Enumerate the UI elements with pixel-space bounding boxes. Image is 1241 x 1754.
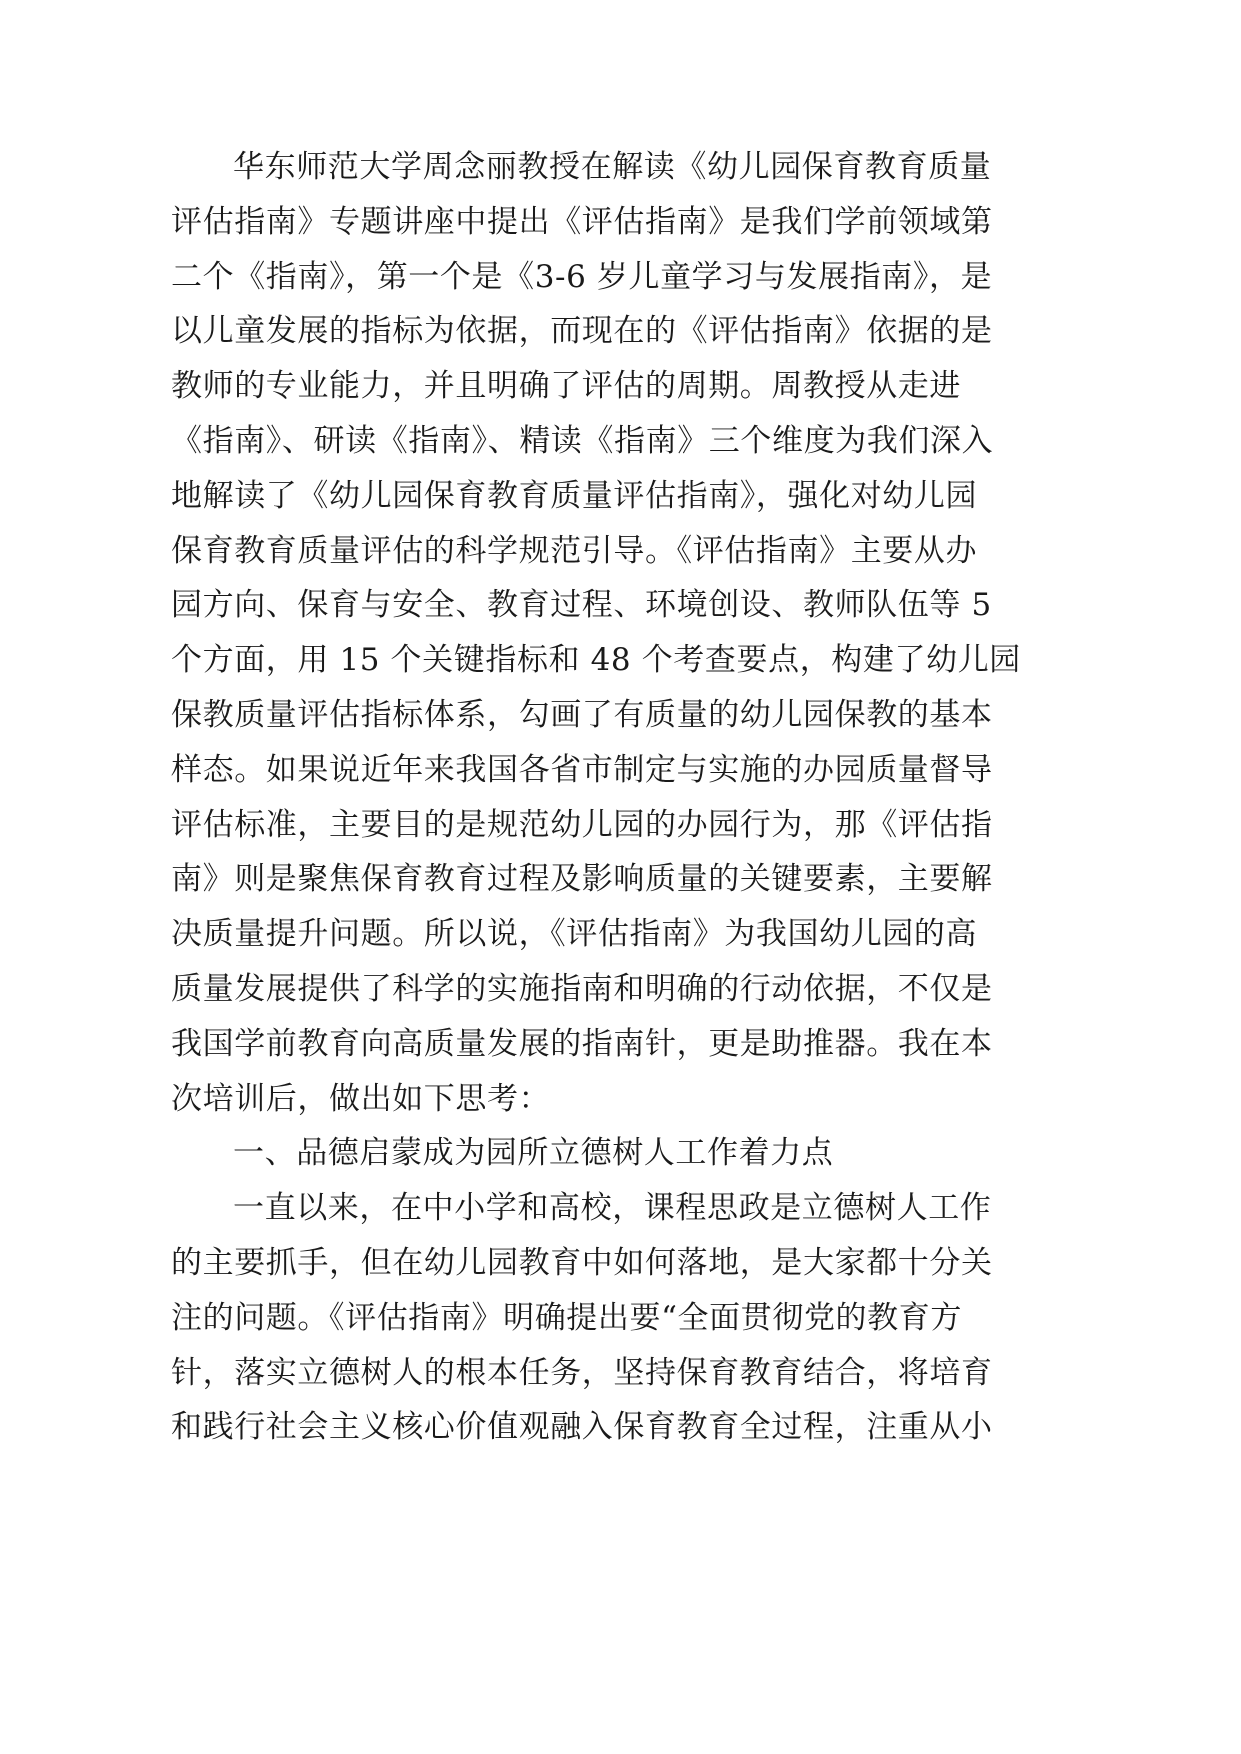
paragraph-line: 评估指南》专题讲座中提出《评估指南》是我们学前领域第 [171,203,993,240]
section-heading: 一、品德启蒙成为园所立德树人工作着力点 [233,1135,834,1172]
paragraph-line: 和践行社会主义核心价值观融入保育教育全过程，注重从小 [171,1409,993,1446]
paragraph-line: 南》则是聚焦保育教育过程及影响质量的关键要素，主要解 [171,861,993,898]
paragraph-line: 评估标准，主要目的是规范幼儿园的办园行为，那《评估指 [171,806,993,843]
paragraph-line: 次培训后，做出如下思考： [171,1080,551,1117]
paragraph-line: 二个《指南》，第一个是《3-6 岁儿童学习与发展指南》，是 [171,258,993,295]
paragraph-line: 《指南》、研读《指南》、精读《指南》三个维度为我们深入 [171,422,994,459]
paragraph-line: 样态。如果说近年来我国各省市制定与实施的办园质量督导 [171,751,993,788]
paragraph-line: 注的问题。《评估指南》明确提出要“全面贯彻党的教育方 [171,1299,962,1336]
paragraph-line: 教师的专业能力，并且明确了评估的周期。周教授从走进 [171,368,961,405]
paragraph-line: 的主要抓手，但在幼儿园教育中如何落地，是大家都十分关 [171,1244,993,1281]
paragraph-line: 针，落实立德树人的根本任务，坚持保育教育结合，将培育 [171,1354,993,1391]
paragraph-line: 质量发展提供了科学的实施指南和明确的行动依据，不仅是 [171,970,993,1007]
paragraph-line: 保育教育质量评估的科学规范引导。《评估指南》主要从办 [171,532,978,569]
paragraph-line: 我国学前教育向高质量发展的指南针，更是助推器。我在本 [171,1025,993,1062]
paragraph-line: 决质量提升问题。所以说，《评估指南》为我国幼儿园的高 [171,916,978,953]
paragraph-line: 园方向、保育与安全、教育过程、环境创设、教师队伍等 5 [171,587,992,624]
paragraph-line: 一直以来，在中小学和高校，课程思政是立德树人工作 [233,1190,992,1227]
paragraph-line: 保教质量评估指标体系，勾画了有质量的幼儿园保教的基本 [171,696,993,733]
paragraph-line: 个方面，用 15 个关键指标和 48 个考查要点，构建了幼儿园 [171,642,1021,679]
paragraph-line: 以儿童发展的指标为依据，而现在的《评估指南》依据的是 [171,313,993,350]
body-text [171,140,1021,1455]
paragraph-line: 华东师范大学周念丽教授在解读《幼儿园保育教育质量 [233,149,992,185]
paragraph-line: 地解读了《幼儿园保育教育质量评估指南》，强化对幼儿园 [171,477,978,514]
